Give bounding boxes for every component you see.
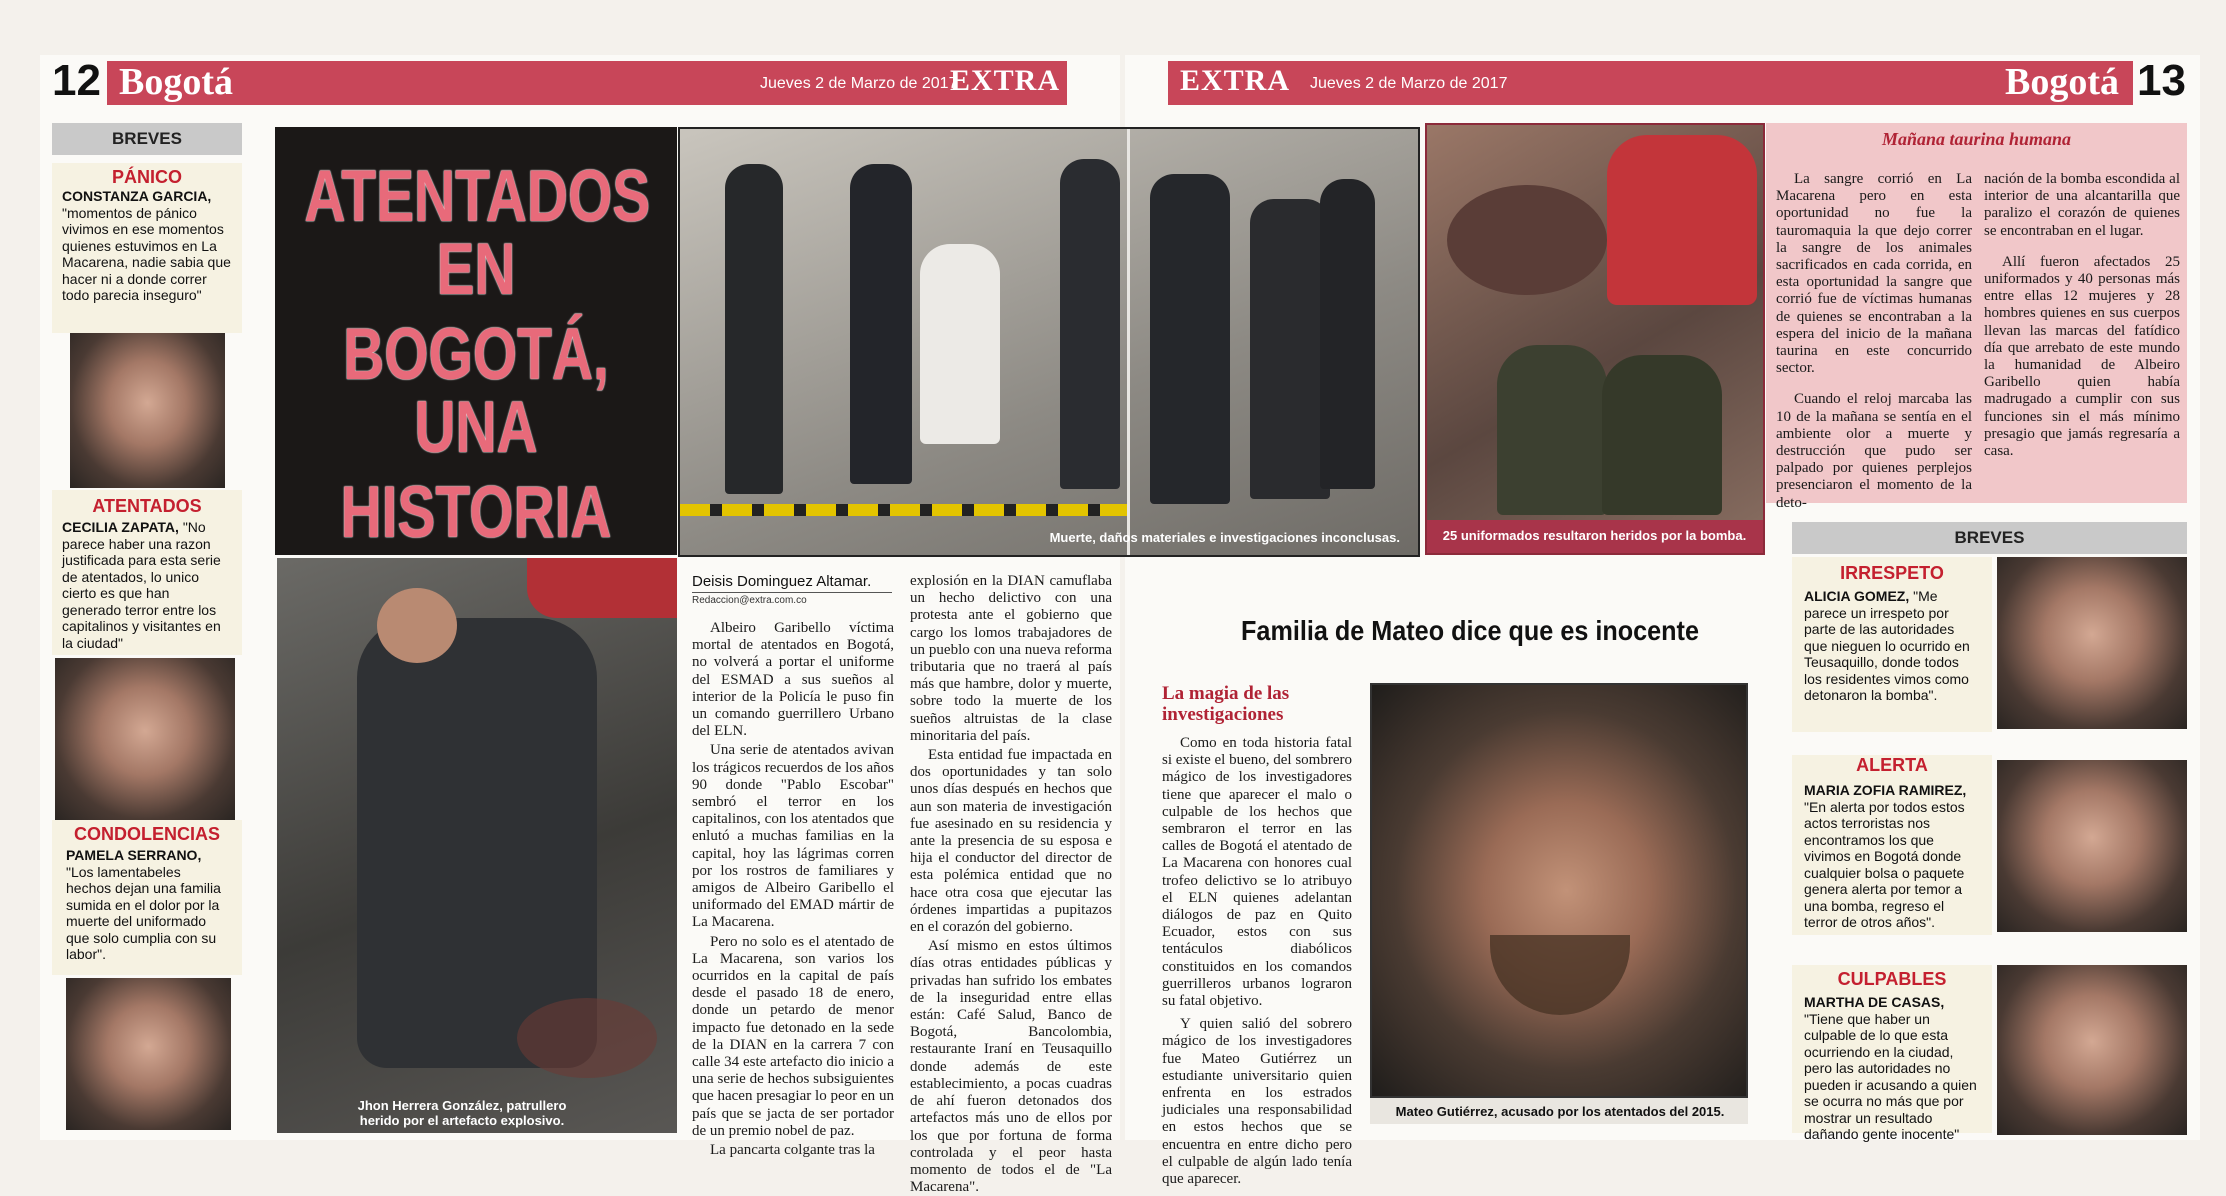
- breves-person: CONSTANZA GARCIA,: [62, 188, 212, 204]
- breves-left-title: BREVES: [52, 123, 242, 155]
- left-header-bar: [107, 61, 1067, 105]
- breves-category: CONDOLENCIAS: [73, 824, 220, 844]
- right-section-title: Bogotá: [2005, 61, 2119, 103]
- breves-person: MARIA ZOFIA RAMIREZ,: [1804, 782, 1967, 798]
- breves-category: IRRESPETO: [1840, 563, 1944, 583]
- breves-right-item-2: [1792, 755, 1992, 935]
- right-page-number: 13: [2137, 56, 2186, 105]
- breves-person: ALICIA GOMEZ,: [1804, 588, 1910, 604]
- breves-category: ATENTADOS: [92, 496, 202, 516]
- breves-person: PAMELA SERRANO,: [66, 847, 202, 863]
- injured-man-head: [377, 588, 457, 663]
- breves-quote: [52, 845, 242, 965]
- article-paragraph: Pero no solo es el atentado de La Macarena, son varios los ocurridos en la capital de país desde el pasado 18 de enero, donde un petardo de menor impacto fue detonado en la sede de la DIAN en la carrera 7 con calle 34 este artefacto dio inicio a una serie de hechos subsiguientes que hacen presagiar lo peor en un país que se jacta de ser portador de un premio nobel de paz.: [692, 933, 894, 1139]
- breves-text: "Tiene que haber un culpable de lo que esta ocurriendo en la ciudad, pero las autoridades no pueden ir acusando a quien se ocurra no más que por mostrar un resultado dañando gente inocente": [1804, 1010, 1977, 1142]
- mateo-paragraph: Como en toda historia fatal si existe el bueno, del sombrero mágico de los investigadores tiene que aparecer el malo o culpable de los hechos que sembraron el terror en las calles de Bogotá el atentado de La Macarena con honores cual trofeo delictivo se lo atribuyo el ELN quienes adelantan diálogos de paz en Quito Ecuador, estos con sus tentáculos diabólicos constituidos en los comandos guerrilleros urbanos lograron su fatal objetivo.: [1162, 735, 1352, 1010]
- breves-left-item-3: [52, 820, 242, 975]
- right-date: Jueves 2 de Marzo de 2017: [1310, 75, 1508, 92]
- left-logo: EXTRA: [950, 64, 1061, 97]
- headline-line: ATENTADOS EN: [304, 156, 651, 310]
- left-date: Jueves 2 de Marzo de 2017: [760, 75, 958, 92]
- mateo-caption: Mateo Gutiérrez, acusado por los atentados del 2015.: [1395, 1104, 1725, 1119]
- left-page-number: 12: [52, 56, 101, 105]
- breves-right-item-1: [1792, 557, 1992, 732]
- left-section-title: Bogotá: [119, 61, 233, 103]
- wounded-officers-caption: 25 uniformados resultaron heridos por la bomba.: [1442, 528, 1747, 543]
- article-paragraph: Esta entidad fue impactada en dos oportunidades y tan solo unos días después en hechos que aun son materia de investigación fue asesinado en su residencia y ante la presencia de su esposa e hija el conductor del director de esta polémica entidad que no hace otra cosa que ejecutar las órdenes impartidas a pupitazos en el corazón del gobierno.: [910, 747, 1112, 936]
- breves-left-item-2: [52, 490, 242, 655]
- investigator: [920, 244, 1000, 444]
- police-officer: [1150, 174, 1230, 504]
- mateo-beard: [1490, 935, 1630, 1015]
- article-paragraph: explosión en la DIAN camuflaba un hecho delictivo con una protesta ante el gobierno que cargo los lomos trabajadores de un pueblo con una nueva reforma tributaria que no traerá al país más que hambre, dolor y muerte, sobre todo la muerte de los sueños altruistas de la clase minoritaria del país.: [910, 573, 1112, 744]
- wounded-officer: [1497, 345, 1607, 515]
- byline-email: Redaccion@extra.com.co: [692, 592, 892, 606]
- breves-quote: [1792, 584, 1992, 708]
- police-officer: [1320, 179, 1375, 489]
- wounded-officer: [1602, 355, 1722, 515]
- breves-quote: [52, 517, 242, 653]
- byline: Deisis Dominguez Altamar.: [692, 573, 872, 590]
- right-header-bar: [1168, 61, 2133, 105]
- taurina-column-1: [1776, 171, 1972, 512]
- taurina-title: Mañana taurina humana: [1881, 129, 2072, 149]
- right-logo: EXTRA: [1180, 64, 1291, 97]
- breves-person: CECILIA ZAPATA,: [62, 519, 179, 535]
- police-officer: [725, 164, 783, 494]
- ground-stain: [517, 998, 657, 1078]
- breves-text: "En alerta por todos estos actos terroristas nos encontramos los que vivimos en Bogotá donde cualquier bolsa o paquete genera alerta por temor a una bomba, regreso el terror de otros años".: [1804, 798, 1965, 930]
- taurina-paragraph: nación de la bomba escondida al interior de una alcantarilla que paralizo el corazón de quienes se encontraban en el lugar.: [1984, 171, 2180, 239]
- mateo-headline: Familia de Mateo dice que es inocente: [1241, 615, 1699, 646]
- portrait-photo: [70, 333, 225, 488]
- breves-category: ALERTA: [1856, 755, 1928, 775]
- police-officer: [1060, 159, 1120, 489]
- portrait-photo: [66, 978, 231, 1130]
- police-scene-photo: [678, 127, 1420, 557]
- portrait-photo: [1997, 760, 2187, 932]
- police-officer: [850, 164, 912, 484]
- article-column-1: [692, 620, 894, 1159]
- article-paragraph: Albeiro Garibello víctima mortal de atentados en Bogotá, no volverá a portar el uniforme del ESMAD a sus sueños al interior de la Policía le puso fin un comando guerrillero Urbano del ELN.: [692, 620, 894, 740]
- breves-person: MARTHA DE CASAS,: [1804, 994, 1945, 1010]
- breves-category: PÁNICO: [111, 167, 182, 187]
- article-paragraph: Así mismo en estos últimos días otras entidades públicas y privadas han sufrido los embates de la inseguridad entre ellas están: Café Salud, Banco de Bogotá, Bancolombia, restaurante Iraní en Teusaquillo donde además de este establecimiento, a pocas cuadras de ahí fueron detonados dos artefactos más uno de ellos por los que por fortuna de forma controlada y el peor hasta momento de todos el de "La Macarena".: [910, 938, 1112, 1196]
- article-paragraph: Una serie de atentados avivan los trágicos recuerdos de los años 90 donde "Pablo Escobar" sembró el terror en los capitalinos, con los atentados que enlutó a muchas familias en la capital, hoy las lágrimas corren por los rostros de familiares y amigos de Albeiro Garibello el uniformado del EMAD mártir de La Macarena.: [692, 742, 894, 931]
- breves-quote: [1792, 776, 1992, 937]
- taurina-paragraph: Cuando el reloj marcaba las 10 de la mañana se sentía en el ambiente olor a muerte y destrucción que pudo ser palpado por quienes perplejos presenciaron el momento de la deto-: [1776, 391, 1972, 511]
- taurina-box: [1766, 123, 2187, 511]
- portrait-photo: [1997, 557, 2187, 729]
- mateo-subhead: La magia de las investigaciones: [1162, 683, 1290, 725]
- red-jacket: [527, 558, 677, 618]
- victim-on-ground: [1447, 185, 1607, 295]
- caution-tape: [680, 504, 1127, 516]
- police-officer: [1250, 199, 1330, 499]
- portrait-photo: [55, 658, 235, 820]
- taurina-column-2: [1984, 171, 2180, 460]
- portrait-photo: [1997, 965, 2187, 1135]
- medic-red-jacket: [1607, 135, 1757, 305]
- injured-patrolman-caption: Jhon Herrera González, patrullero herido por el artefacto explosivo.: [357, 1098, 567, 1128]
- breves-quote: [52, 188, 242, 304]
- breves-category: CULPABLES: [1837, 969, 1947, 989]
- injured-patrolman-photo: [277, 558, 677, 1133]
- breves-text: "Me parece un irrespeto por parte de las autoridades que nieguen lo ocurrido en Teusaquillo, donde todos los residentes vimos como detonaron la bomba".: [1804, 588, 1970, 703]
- breves-right-title: BREVES: [1792, 522, 2187, 554]
- taurina-paragraph: Allí fueron afectados 25 uniformados y 40 personas más entre ellas 12 mujeres y 28 hombres quienes en sus cuerpos llevan las marcas del fatídico día que arrebato de este mundo la humanidad de Albeiro Garibello quien había madrugado a cumplir con sus funciones sin el más mínimo presagio que jamás regresaría a casa.: [1984, 253, 2180, 460]
- headline-line: BOGOTÁ, UNA: [343, 314, 609, 468]
- breves-text: "momentos de pánico vivimos en ese momentos quienes estuvimos en La Macarena, nadie sabia que hacer ni a donde correr todo parecia inseguro": [62, 204, 231, 303]
- mateo-article: [1162, 735, 1352, 1188]
- photo-divider: [1127, 129, 1130, 555]
- breves-text: "No parece haber una razon justificada para esta serie de atentados, lo unico cierto es que han generado terror entre los capitalinos y visitantes en la ciudad": [62, 519, 221, 651]
- mateo-photo: [1370, 683, 1748, 1098]
- article-column-2: [910, 573, 1112, 1196]
- breves-right-item-3: [1792, 965, 1992, 1142]
- headline-line: HISTORIA: [340, 472, 612, 553]
- mateo-paragraph: Y quien salió del sobrero mágico de los investigadores fue Mateo Gutiérrez un estudiante universitario quien enfrenta en los estrados judiciales una responsabilidad en estos hechos que se encuentra en entre dicho pero el culpable de algún lado tenía que aparecer.: [1162, 1016, 1352, 1188]
- breves-text: "Los lamentabeles hechos dejan una familia sumida en el dolor por la muerte del uniformado que solo cumplia con su labor".: [66, 863, 221, 962]
- police-scene-caption: Muerte, daños materiales e investigaciones inconclusas.: [1049, 530, 1400, 545]
- article-paragraph: La pancarta colgante tras la: [710, 1142, 875, 1159]
- taurina-paragraph: La sangre corrió en La Macarena pero en esta oportunidad no fue la tauromaquia la que dejo correr la sangre de los animales sacrificados en cada corrida, en esta oportunidad la sangre que corrió fue de víctimas humanas de quienes se encontraban a la espera del inicio de la mañana taurina en este concurrido sector.: [1776, 171, 1972, 377]
- wounded-officers-photo: [1425, 123, 1765, 555]
- breves-left-item-1: [52, 163, 242, 333]
- breves-quote: [1792, 990, 1992, 1147]
